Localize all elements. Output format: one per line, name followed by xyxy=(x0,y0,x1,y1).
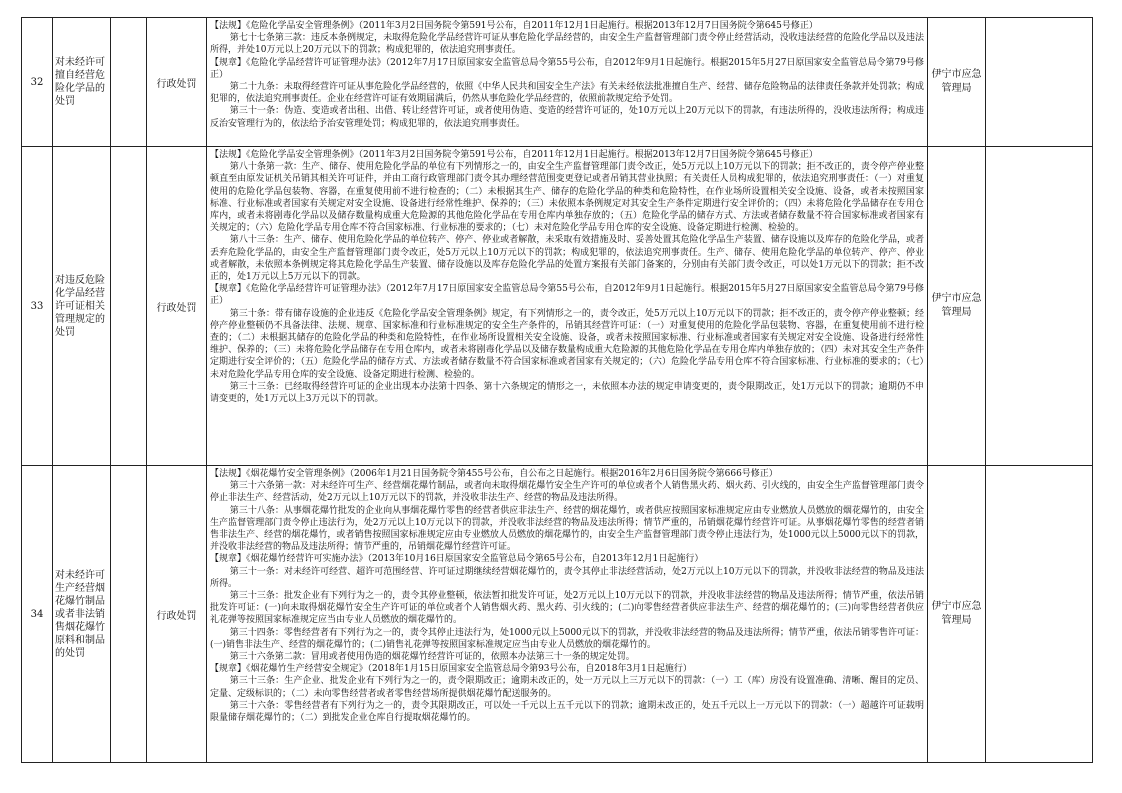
empty-cell xyxy=(986,147,1093,466)
table-row xyxy=(22,466,1093,763)
legal-article: 第三十一条：伪造、变造或者出租、出借、转让经营许可证，或者使用伪造、变造的经营许可证的，处10万元以上20万元以下的罚款，有违法所得的，没收违法所得；构成违反治安管理行为的，依法给予治安管理处罚；构成犯罪的，依法追究刑事责任。 xyxy=(210,106,924,129)
penalty-type: 行政处罚 xyxy=(147,147,207,466)
legal-article: 第七十七条第三款：违反本条例规定，未取得危险化学品经营许可证从事危险化学品经营的，由安全生产监督管理部门责令停止经营活动，没收违法经营的危险化学品以及违法所得，并处10万元以上20万元以下的罚款；构成犯罪的，依法追究刑事责任。 xyxy=(210,33,924,56)
row-number: 32 xyxy=(22,18,53,147)
item-name: 对未经许可生产经营烟花爆竹制品或者非法销售烟花爆竹原料和制品的处罚 xyxy=(53,466,111,763)
legal-article: 第三十条：带有储存设施的企业违反《危险化学品安全管理条例》规定，有下列情形之一的，责令改正，处5万元以上10万元以下的罚款；拒不改正的，责令停产停业整顿；经停产停业整顿仍不具备法律、法规、规章、国家标准和行业标准规定的安全生产条件的，吊销其经营许可证：（一）对重复使用的危险化学品包装物、容器，在重复使用前不进行检查的；（二）未根据其储存的危险化学品的种类和危险特性，在作业场所设置相关安全设施、设备，或者未按照国家标准、行业标准或者国家有关规定对安全设施、设备进行经常性维护、保养的；（三）未将危险化学品储存在专用仓库内，或者未将剧毒化学品以及储存数量构成重大危险源的其他危险化学品在专用仓库内单独存放的；（四）未对其安全生产条件定期进行安全评价的；（五）危险化学品的储存方式、方法或者储存数量不符合国家标准或者国家有关规定的；（六）危险化学品专用仓库不符合国家标准、行业标准的要求的；（七）未对危险化学品专用仓库的安全设施、设备定期进行检测、检验的。 xyxy=(210,308,924,380)
row-number: 34 xyxy=(22,466,53,763)
legal-article: 第三十六条第二款：冒用或者使用伪造的烟花爆竹经营许可证的，依照本办法第三十一条的规定处罚。 xyxy=(229,652,635,663)
legal-basis xyxy=(207,147,928,466)
legal-article: 第八十三条：生产、储存、使用危险化学品的单位转产、停产、停业或者解散，未采取有效措施及时、妥善处置其危险化学品生产装置、储存设施以及库存的危险化学品，或者丢弃危险化学品的，由安全生产监督管理部门责令改正，处5万元以上10万元以下的罚款；构成犯罪的，依法追究刑事责任。生产、储存、使用危险化学品的单位转产、停产、停业或者解散，未依照本条例规定将其危险化学品生产装置、储存设施以及库存危险化学品的处置方案报有关部门备案的，分别由有关部门责令改正，可以处1万元以下的罚款；拒不改正的，处1万元以上5万元以下的罚款。 xyxy=(210,235,924,283)
legal-article: 第三十三条：生产企业、批发企业有下列行为之一的，责令限期改正；逾期未改正的，处一万元以上三万元以下的罚款：（一）工（库）房没有设置准确、清晰、醒目的定员、定量、定级标识的；（二）未向零售经营者或者零售经营场所提供烟花爆竹配送服务的。 xyxy=(210,676,924,699)
legal-source: 【法规】《危险化学品安全管理条例》（2011年3月2日国务院令第591号公布，自2011年12月1日起施行。根据2013年12月7日国务院令第645号修正） xyxy=(210,21,818,31)
legal-article: 第二十九条：未取得经营许可证从事危险化学品经营的，依照《中华人民共和国安全生产法》有关未经依法批准擅自生产、经营、储存危险物品的法律责任条款并处罚款；构成犯罪的，依法追究刑事责任。企业在经营许可证有效期届满后，仍然从事危险化学品经营的，依照前款规定给予处罚。 xyxy=(210,82,924,105)
legal-article: 第三十三条：已经取得经营许可证的企业出现本办法第十四条、第十六条规定的情形之一，未依照本办法的规定申请变更的，责令限期改正，处1万元以下的罚款；逾期仍不申请变更的，处1万元以上3万元以下的罚款。 xyxy=(210,381,924,405)
legal-article: 第三十四条：零售经营者有下列行为之一的，责令其停止违法行为，处1000元以上5000元以下的罚款，并没收非法经营的物品及违法所得；情节严重，依法吊销零售许可证：(一)销售非法生产、经营的烟花爆竹的；(二)销售礼花弹等按照国家标准规定应当由专业人员燃放的烟花爆竹的。 xyxy=(210,627,924,650)
legal-article: 第三十一条：对未经许可经营、超许可范围经营、许可证过期继续经营烟花爆竹的，责令其停止非法经营活动，处2万元以上10万元以下的罚款，并没收非法经营的物品及违法所得。 xyxy=(210,566,924,589)
empty-cell xyxy=(111,18,147,147)
legal-source: 【法规】《危险化学品安全管理条例》（2011年3月2日国务院令第591号公布，自2011年12月1日起施行。根据2013年12月7日国务院令第645号修正） xyxy=(210,150,818,160)
empty-cell xyxy=(111,147,147,466)
item-name: 对违反危险化学品经营许可证相关管理规定的处罚 xyxy=(53,147,111,466)
empty-cell xyxy=(986,18,1093,147)
legal-source: 【规章】《危险化学品经营许可证管理办法》（2012年7月17日原国家安全监管总局令第55号公布，自2012年9月1日起施行。根据2015年5月27日原国家安全监管总局令第79号修正） xyxy=(210,57,924,80)
row-number: 33 xyxy=(22,147,53,466)
responsible-department: 伊宁市应急管理局 xyxy=(928,466,986,763)
empty-cell xyxy=(986,466,1093,763)
responsible-department: 伊宁市应急管理局 xyxy=(928,147,986,466)
item-name: 对未经许可擅自经营危险化学品的处罚 xyxy=(53,18,111,147)
legal-source: 【法规】《烟花爆竹安全管理条例》（2006年1月21日国务院令第455号公布，自公布之日起施行。根据2016年2月6日国务院令第666号修正） xyxy=(210,469,778,479)
legal-source: 【规章】《烟花爆竹经营许可实施办法》（2013年10月16日原国家安全监管总局令第65号公布，自2013年12月1日起施行） xyxy=(210,554,704,565)
legal-article: 第三十八条：从事烟花爆竹批发的企业向从事烟花爆竹零售的经营者供应非法生产、经营的烟花爆竹，或者供应按照国家标准规定应由专业燃放人员燃放的烟花爆竹的，由安全生产监督管理部门责令停止违法行为，处2万元以上10万元以下的罚款，并没收非法经营的物品及违法所得；情节严重的，吊销烟花爆竹经营许可证。从事烟花爆竹零售的经营者销售非法生产、经营的烟花爆竹，或者销售按照国家标准规定应由专业燃放人员燃放的烟花爆竹的，由安全生产监督管理部门责令停止违法行为，处1000元以上5000元以下的罚款，并没收非法经营的物品及违法所得；情节严重的，吊销烟花爆竹经营许可证。 xyxy=(210,505,924,553)
responsible-department: 伊宁市应急管理局 xyxy=(928,18,986,147)
penalty-type: 行政处罚 xyxy=(147,466,207,763)
legal-source: 【规章】《烟花爆竹生产经营安全规定》（2018年1月15日原国家安全监管总局令第93号公布，自2018年3月1日起施行） xyxy=(210,664,692,675)
legal-article: 第三十六条：零售经营者有下列行为之一的，责令其限期改正，可以处一千元以上五千元以下的罚款；逾期未改正的，处五千元以上一万元以下的罚款：（一）超越许可证载明限量储存烟花爆竹的；（二）到批发企业仓库自行提取烟花爆竹的。 xyxy=(210,700,924,724)
legal-article: 第八十条第一款：生产、储存、使用危险化学品的单位有下列情形之一的，由安全生产监督管理部门责令改正，处5万元以上10万元以下的罚款；拒不改正的，责令停产停业整顿直至由原发证机关吊销其相关许可证件，并由工商行政管理部门责令其办理经营范围变更登记或者吊销其营业执照；有关责任人员构成犯罪的，依法追究刑事责任：（一）对重复使用的危险化学品包装物、容器，在重复使用前不进行检查的；（二）未根据其生产、储存的危险化学品的种类和危险特性，在作业场所设置相关安全设施、设备，或者未按照国家标准、行业标准或者国家有关规定对安全设施、设备进行经常性维护、保养的；（三）未依照本条例规定对其安全生产条件定期进行安全评价的；（四）未将危险化学品储存在专用仓库内，或者未将剧毒化学品以及储存数量构成重大危险源的其他危险化学品在专用仓库内单独存放的；（五）危险化学品的储存方式、方法或者储存数量不符合国家标准或者国家有关规定的；（六）危险化学品专用仓库不符合国家标准、行业标准的要求的；（七）未对危险化学品专用仓库的安全设施、设备定期进行检测、检验的。 xyxy=(210,162,924,234)
table-row xyxy=(22,147,1093,466)
legal-basis xyxy=(207,18,928,147)
empty-cell xyxy=(111,466,147,763)
penalty-type: 行政处罚 xyxy=(147,18,207,147)
legal-article: 第三十六条第一款：对未经许可生产、经营烟花爆竹制品，或者向未取得烟花爆竹安全生产许可的单位或者个人销售黑火药、烟火药、引火线的，由安全生产监督管理部门责令停止非法生产、经营活动，处2万元以上10万元以下的罚款，并没收非法生产、经营的物品及违法所得。 xyxy=(210,481,924,504)
legal-basis xyxy=(207,466,928,763)
penalty-table xyxy=(21,17,1093,763)
legal-article: 第三十三条：批发企业有下列行为之一的，责令其停业整顿，依法暂扣批发许可证，处2万元以上10万元以下的罚款，并没收非法经营的物品及违法所得；情节严重，依法吊销批发许可证：(一)向未取得烟花爆竹安全生产许可证的单位或者个人销售烟火药、黑火药、引火线的；(二)向零售经营者供应非法生产、经营的烟花爆竹的；(三)向零售经营者供应礼花弹等按照国家标准规定应当由专业人员燃放的烟花爆竹的。 xyxy=(210,591,924,626)
table-row xyxy=(22,18,1093,147)
legal-source: 【规章】《危险化学品经营许可证管理办法》（2012年7月17日原国家安全监管总局令第55号公布，自2012年9月1日起施行。根据2015年5月27日原国家安全监管总局令第79号修正） xyxy=(210,284,924,307)
